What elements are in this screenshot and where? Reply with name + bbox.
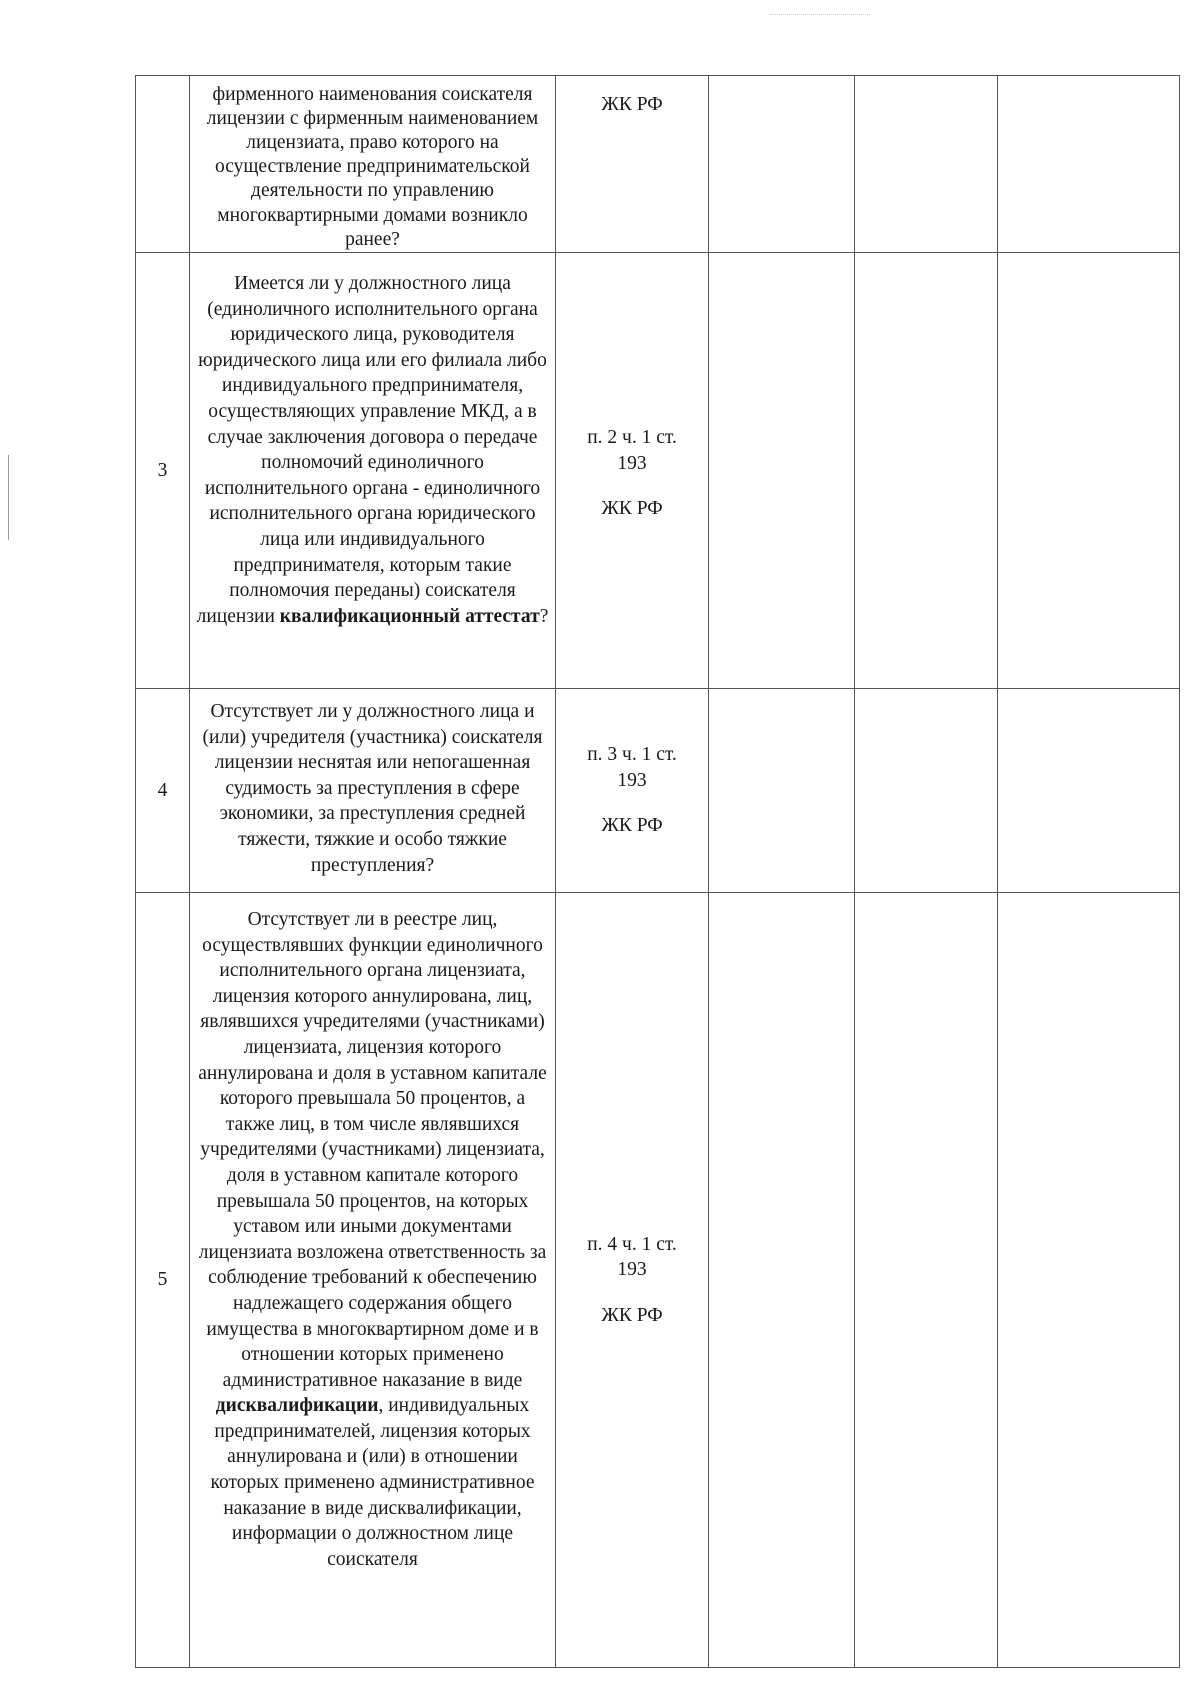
question-cell: Отсутствует ли в реестре лиц, осуществлявших функции единоличного исполнительного органа лицензиата, лицензия которого аннулирована, лиц, являвшихся учредителями (участниками) лицензиата, лицензия которого аннулирована и доля в уставном капитале которого превышала 50 процентов, а также лиц, в том числе являвшихся учредителями (участниками) лицензиата, доля в уставном капитале которого превышала 50 процентов, на которых уставом или иными документами лицензиата возложена ответственность за соблюдение требований к обеспечению надлежащего содержания общего имущества в многоквартирном доме и в отношении которых применено административное наказание в виде дисквалификации, индивидуальных предпринимателей, лицензия которых аннулирована и (или) в отношении которых применено административное наказание в виде дисквалификации, информации о должностном лице соискателя (190, 893, 556, 1668)
scan-artifact (770, 14, 870, 17)
reference-code: ЖК РФ (601, 815, 663, 837)
reference-code: ЖК РФ (601, 94, 663, 115)
blank-cell (709, 893, 855, 1668)
row-number: 4 (136, 689, 190, 893)
reference-cell: п. 3 ч. 1 ст. 193 ЖК РФ (556, 689, 709, 893)
checklist-table (135, 75, 1180, 1668)
table-row (136, 893, 1180, 1668)
blank-cell (855, 253, 998, 689)
blank-cell (709, 76, 855, 253)
blank-cell (998, 893, 1180, 1668)
reference-code: ЖК РФ (601, 1304, 663, 1326)
blank-cell (855, 893, 998, 1668)
table-row (136, 253, 1180, 689)
table-row (136, 689, 1180, 893)
blank-cell (998, 76, 1180, 253)
row-number: 5 (136, 893, 190, 1668)
blank-cell (855, 76, 998, 253)
blank-cell (709, 689, 855, 893)
scan-artifact (8, 455, 9, 540)
emphasis-text: квалификационный аттестат (279, 605, 540, 627)
reference-code: ЖК РФ (601, 498, 663, 520)
row-number: 3 (136, 253, 190, 689)
emphasis-text: дисквалификации (215, 1395, 379, 1417)
blank-cell (998, 253, 1180, 689)
blank-cell (709, 253, 855, 689)
reference-cell: п. 2 ч. 1 ст. 193 ЖК РФ (556, 253, 709, 689)
blank-cell (855, 689, 998, 893)
question-cell: Имеется ли у должностного лица (единоличного исполнительного органа юридического лица, руководителя юридического лица или его филиала либо индивидуального предпринимателя, осуществляющих управление МКД, а в случае заключения договора о передаче полномочий единоличного исполнительного органа - единоличного исполнительного органа юридического лица или индивидуального предпринимателя, которым такие полномочия переданы) соискателя лицензии квалификационный аттестат? (190, 253, 556, 689)
row-number (136, 76, 190, 253)
blank-cell (998, 689, 1180, 893)
question-cell: фирменного наименования соискателя лицензии с фирменным наименованием лицензиата, право которого на осуществление предпринимательской деятельности по управлению многоквартирными домами возникло ранее? (190, 76, 556, 253)
reference-cell: п. 4 ч. 1 ст. 193 ЖК РФ (556, 893, 709, 1668)
table-row (136, 76, 1180, 253)
question-cell: Отсутствует ли у должностного лица и (или) учредителя (участника) соискателя лицензии неснятая или непогашенная судимость за преступления в сфере экономики, за преступления средней тяжести, тяжкие и особо тяжкие преступления? (190, 689, 556, 893)
reference-cell (556, 76, 709, 253)
